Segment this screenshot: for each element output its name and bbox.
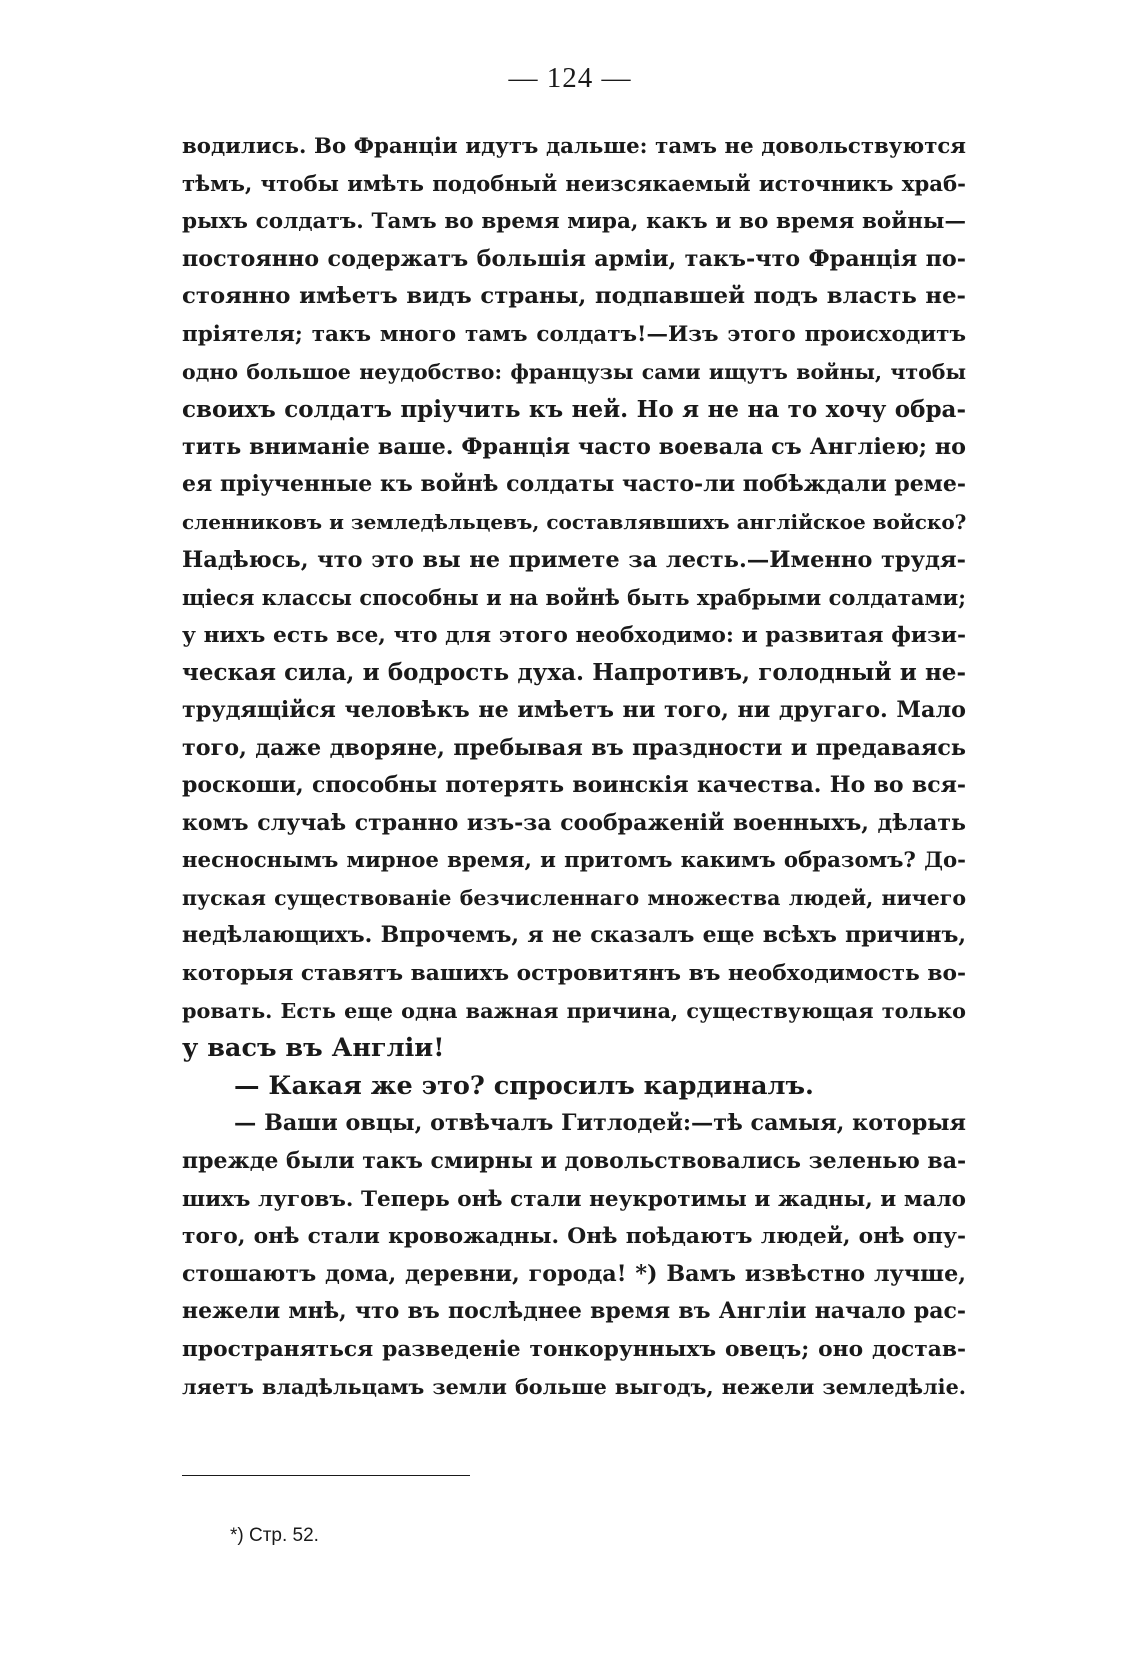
text-line: ляетъ владѣльцамъ земли больше выгодъ, нежели земледѣліе. <box>182 1374 966 1399</box>
text-line: пространяться разведеніе тонкорунныхъ овецъ; оно достав- <box>182 1337 966 1362</box>
text-line: несноснымъ мирное время, и притомъ какимъ образомъ? До- <box>182 848 966 874</box>
text-line: тить вниманіе ваше. Франція часто воевала съ Англіею; но <box>182 433 966 460</box>
text-line: ея пріученные къ войнѣ солдаты часто-ли побѣждали реме- <box>182 471 966 498</box>
text-line: нежели мнѣ, что въ послѣднее время въ Англіи начало рас- <box>182 1298 966 1325</box>
footnote: *) Стр. 52. <box>230 1525 319 1546</box>
text-line: недѣлающихъ. Впрочемъ, я не сказалъ еще всѣхъ причинъ, <box>182 922 966 949</box>
text-line: роскоши, способны потерять воинскія качества. Но во вся- <box>182 772 966 799</box>
text-line: щіеся классы способны и на войнѣ быть храбрыми солдатами; <box>182 585 966 611</box>
text-line: которыя ставятъ вашихъ островитянъ въ необходимость во- <box>182 961 966 987</box>
text-line: того, даже дворяне, пребывая въ праздности и предаваясь <box>182 734 966 761</box>
text-line: пріятеля; такъ много тамъ солдатъ!—Изъ этого происходитъ <box>182 321 966 347</box>
page-number: — 124 — <box>508 62 632 94</box>
text-line: ровать. Есть еще одна важная причина, существующая только <box>182 998 966 1023</box>
text-line: сленниковъ и земледѣльцевъ, составлявшихъ англійское войско? <box>182 509 966 534</box>
text-line: рыхъ солдатъ. Тамъ во время мира, какъ и во время войны— <box>182 209 966 235</box>
text-line: трудящійся человѣкъ не имѣетъ ни того, ни другаго. Мало <box>182 696 966 723</box>
text-line: — Ваши овцы, отвѣчалъ Гитлодей:—тѣ самыя, которыя <box>234 1110 966 1137</box>
text-line: Надѣюсь, что это вы не примете за лесть.—Именно трудя- <box>182 546 966 573</box>
main-text <box>182 128 966 1406</box>
text-line: одно большое неудобство: французы сами ищутъ войны, чтобы <box>182 359 966 384</box>
text-line: у васъ въ Англіи! <box>182 1033 445 1064</box>
text-line: стошаютъ дома, деревни, города! *) Вамъ извѣстно лучше, <box>182 1260 966 1287</box>
text-line: своихъ солдатъ пріучить къ ней. Но я не на то хочу обра- <box>182 396 966 424</box>
text-line: того, онѣ стали кровожадны. Онѣ поѣдаютъ людей, онѣ опу- <box>182 1224 966 1250</box>
text-line: ческая сила, и бодрость духа. Напротивъ, голодный и не- <box>182 659 966 687</box>
text-line: тѣмъ, чтобы имѣть подобный неизсякаемый источникъ храб- <box>182 171 966 197</box>
text-line: стоянно имѣетъ видъ страны, подпавшей подъ власть не- <box>182 283 966 310</box>
text-line: комъ случаѣ странно изъ-за соображеній военныхъ, дѣлать <box>182 809 966 836</box>
footnote-divider <box>182 1475 470 1476</box>
text-line: у нихъ есть все, что для этого необходимо: и развитая физи- <box>182 622 966 648</box>
text-line: водились. Во Франціи идутъ дальше: тамъ не довольствуются <box>182 134 966 159</box>
text-line: пуская существованіе безчисленнаго множества людей, ничего <box>182 885 966 910</box>
text-line: — Какая же это? спросилъ кардиналъ. <box>234 1070 814 1101</box>
text-line: прежде были такъ смирны и довольствовались зеленью ва- <box>182 1148 966 1175</box>
text-line: постоянно содержатъ большія арміи, такъ-что Франція по- <box>182 245 966 272</box>
text-line: шихъ луговъ. Теперь онѣ стали неукротимы и жадны, и мало <box>182 1186 966 1212</box>
